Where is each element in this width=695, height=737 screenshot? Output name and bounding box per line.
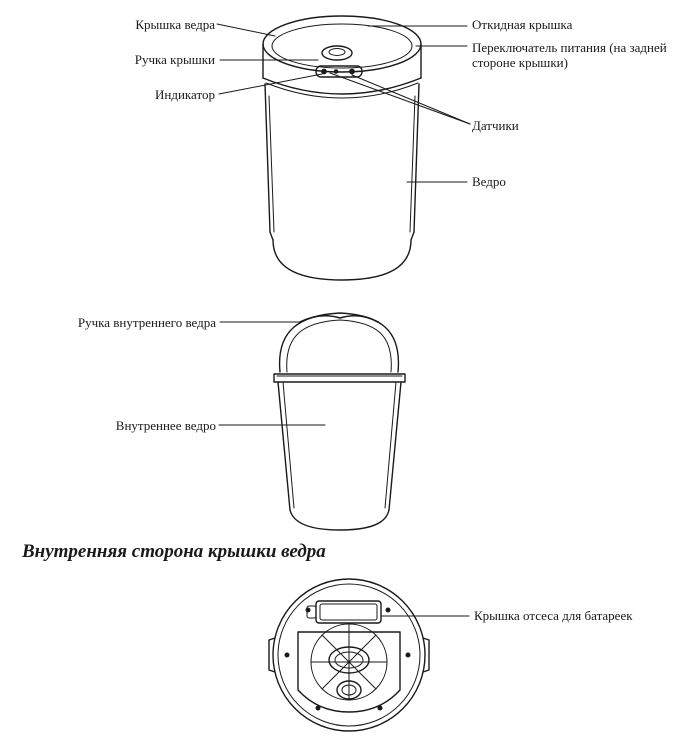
label-lid: Крышка ведра bbox=[135, 17, 215, 32]
label-power-switch-line2: стороне крышки) bbox=[472, 55, 568, 70]
label-indicator: Индикатор bbox=[155, 87, 215, 102]
section-title-lid-underside: Внутренняя сторона крышки ведра bbox=[22, 541, 326, 562]
label-battery-cover: Крышка отсеса для батареек bbox=[474, 608, 633, 623]
bucket-body bbox=[265, 84, 419, 232]
label-inner-bucket: Внутреннее ведро bbox=[115, 418, 216, 433]
trash-can-drawing bbox=[263, 16, 421, 280]
inner-bucket-rim bbox=[274, 374, 405, 382]
label-lid-handle: Ручка крышки bbox=[134, 52, 215, 67]
label-flip-lid: Откидная крышка bbox=[472, 17, 573, 32]
label-bucket: Ведро bbox=[472, 174, 506, 189]
inner-bucket-base bbox=[290, 510, 389, 530]
inner-bucket-drawing bbox=[274, 313, 405, 530]
lid-underside-drawing bbox=[269, 579, 429, 731]
label-sensors: Датчики bbox=[472, 118, 519, 133]
label-inner-bucket-handle: Ручка внутреннего ведра bbox=[77, 315, 216, 330]
label-power-switch-line1: Переключатель питания (на задней bbox=[472, 40, 667, 55]
bucket-base bbox=[273, 240, 411, 280]
inner-bucket-body bbox=[278, 382, 401, 510]
leader-lines-top bbox=[217, 24, 470, 182]
